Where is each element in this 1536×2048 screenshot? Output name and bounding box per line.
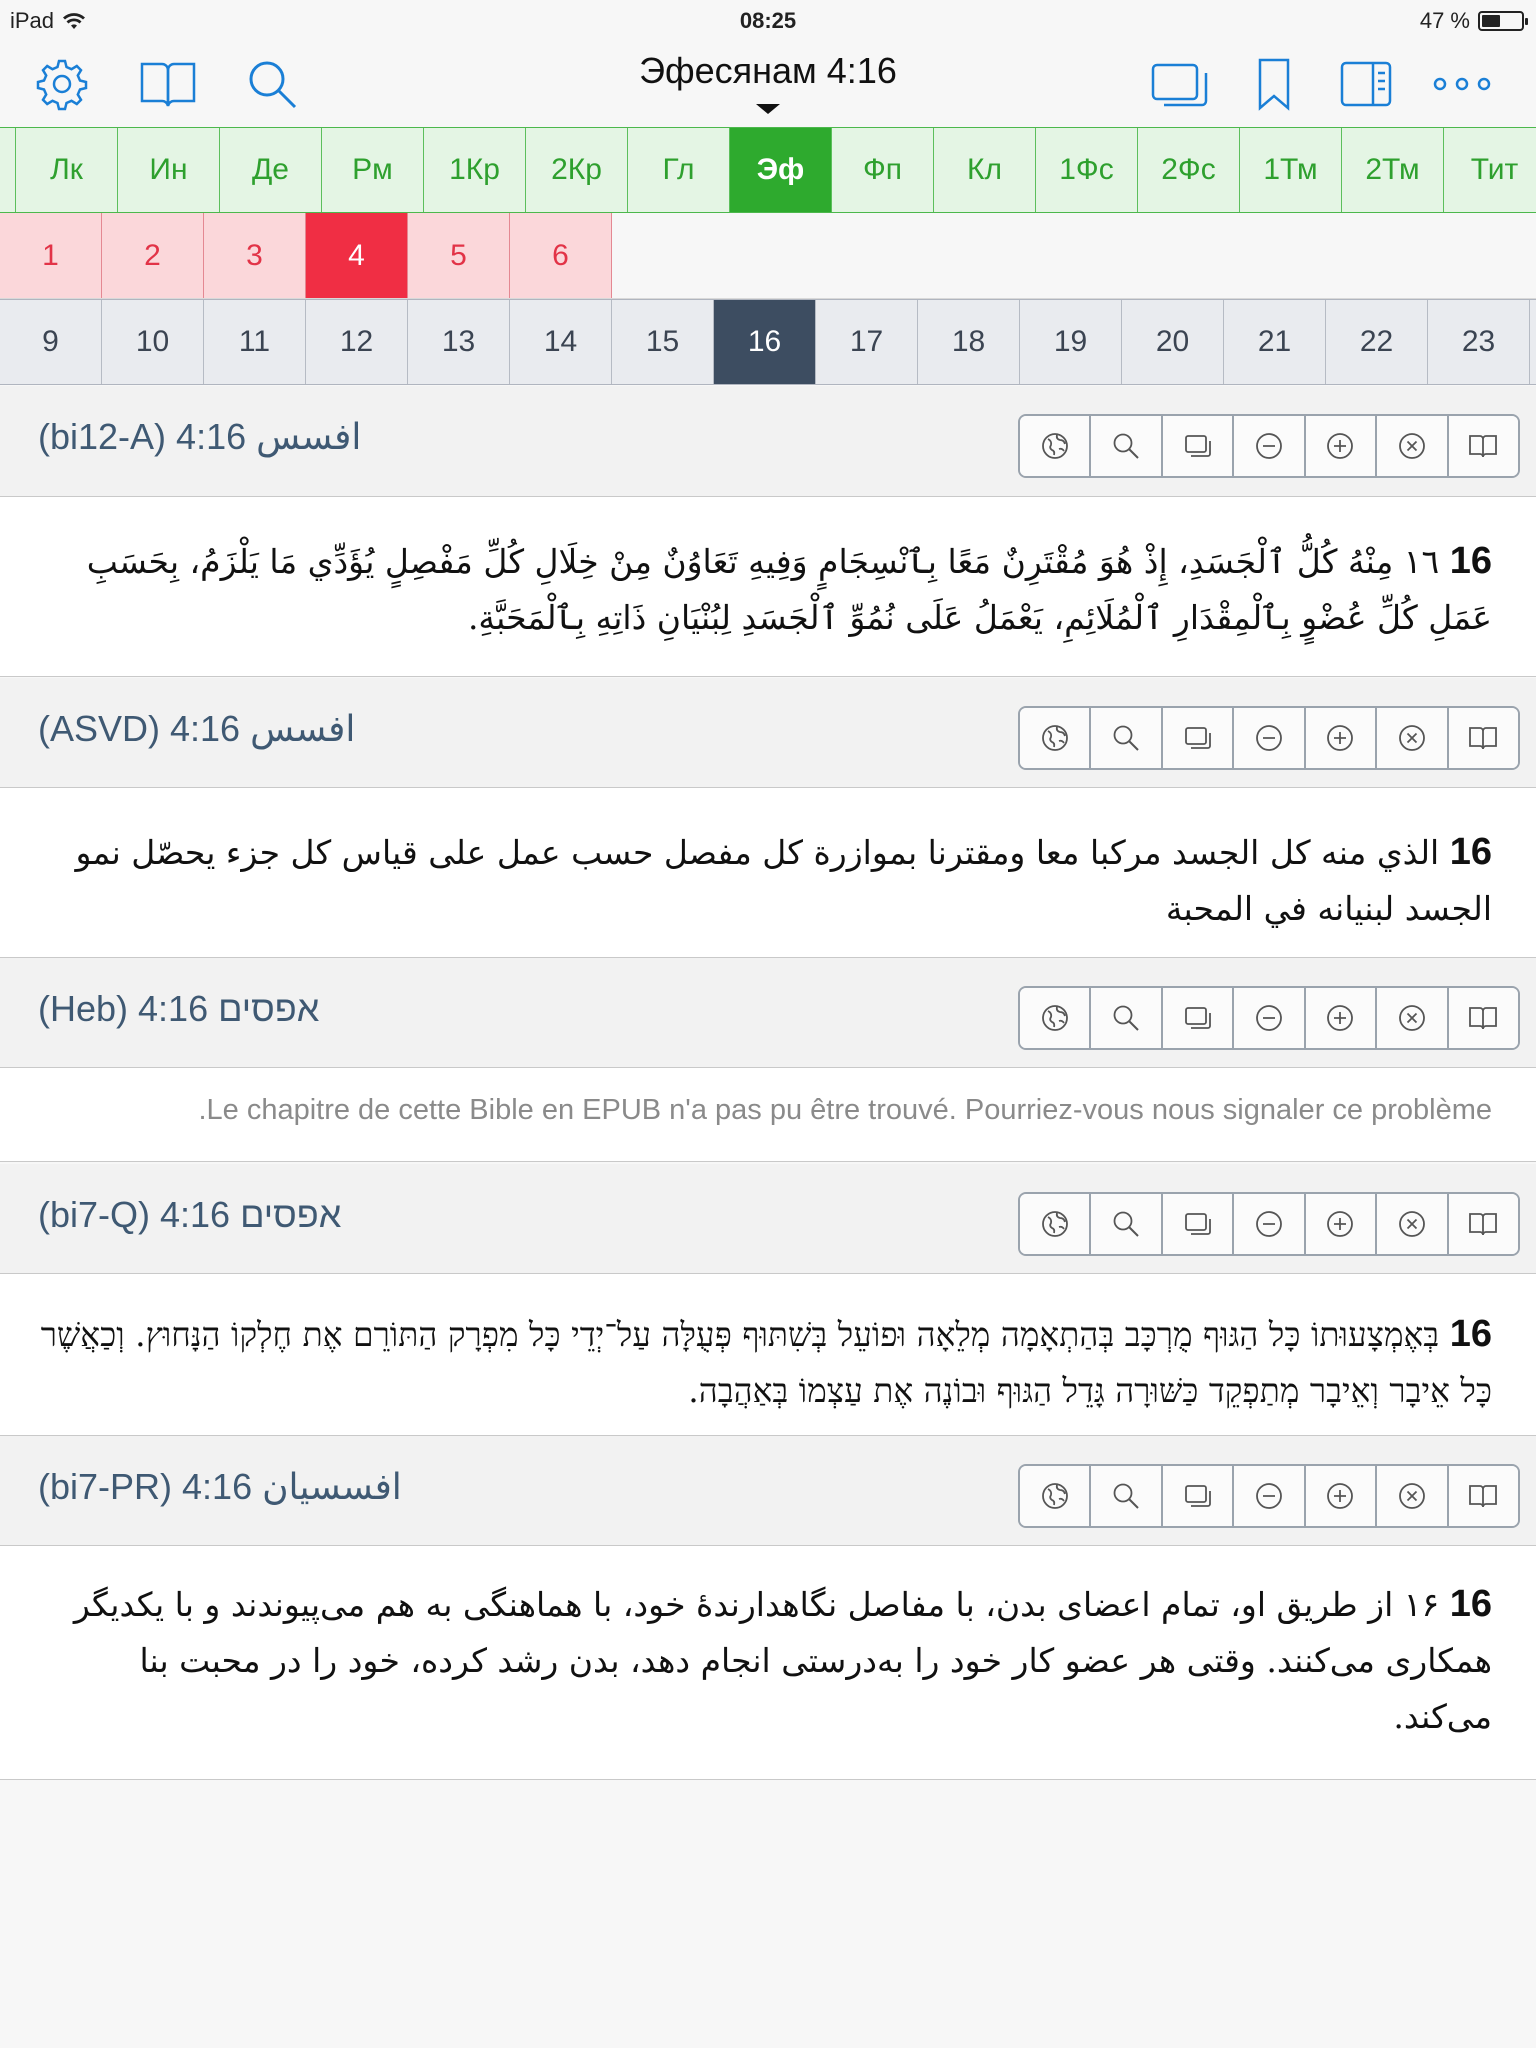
globe-button[interactable] [1020, 708, 1091, 768]
zoom-in-button[interactable] [1306, 708, 1377, 768]
title-caret-icon [756, 104, 780, 114]
status-time: 08:25 [739, 8, 797, 33]
verse-number: 16 [1449, 1583, 1492, 1625]
translation-header [0, 1164, 1536, 1274]
minus-icon [1254, 723, 1284, 753]
translation-title[interactable]: (ASVD) 4:16 افسس [38, 708, 356, 749]
translation-body [0, 497, 1536, 677]
battery-percent: 47 % [1419, 8, 1470, 33]
zoom-in-button[interactable] [1306, 1194, 1377, 1254]
translation-toolbar [1018, 986, 1520, 1050]
close-button[interactable] [1377, 708, 1448, 768]
translation-block [0, 386, 1536, 677]
verse-cell[interactable]: 11 [204, 300, 306, 384]
verse-cell[interactable]: 21 [1224, 300, 1326, 384]
open-book-button[interactable] [1449, 988, 1518, 1048]
zoom-in-button[interactable] [1306, 1466, 1377, 1526]
compare-button[interactable] [1163, 1194, 1234, 1254]
verse-number: 16 [1449, 831, 1492, 873]
translation-header [0, 386, 1536, 497]
open-book-icon [1468, 1209, 1498, 1239]
chapter-selector [0, 213, 1536, 299]
close-icon [1397, 723, 1427, 753]
plus-icon [1325, 1003, 1355, 1033]
windows-icon [1183, 723, 1213, 753]
bookmark-icon [1254, 56, 1294, 112]
verse-content: مِنْهُ كُلُّ ٱلْجَسَدِ، إِذْ هُوَ مُقْتَرِنٌ مَعًا بِٱنْسِجَامٍ وَفِيهِ تَعَاوُنٌ مِنْ خِلَالِ كُلِّ مَفْصِلٍ يُؤَدِّي مَا يَلْزَمُ، بِحَسَبِ عَمَلِ كُلِّ عُضْوٍ بِٱلْمِقْدَارِ ٱلْمُلَائِمِ، يَعْمَلُ عَلَى نُمُوِّ ٱلْجَسَدِ لِبُنْيَانِ ذَاتِهِ بِٱلْمَحَبَّةِ. [86, 542, 1492, 637]
book-cell[interactable]: 2Кр [526, 128, 628, 212]
translation-body [0, 788, 1536, 958]
globe-icon [1040, 1003, 1070, 1033]
nav-bar [0, 40, 1536, 128]
verse-number-native: ١٦ [1403, 542, 1440, 581]
search-icon [1111, 1003, 1141, 1033]
book-cell[interactable]: 2Тм [1342, 128, 1444, 212]
book-cell[interactable]: 1Кр [424, 128, 526, 212]
bookmark-button[interactable] [1242, 52, 1306, 116]
translation-body [0, 1274, 1536, 1436]
globe-icon [1040, 723, 1070, 753]
book-cell[interactable]: Лк [16, 128, 118, 212]
book-cell[interactable]: 1Тм [1240, 128, 1342, 212]
battery-icon [1478, 11, 1524, 31]
verse-cell[interactable]: 17 [816, 300, 918, 384]
chapter-cell[interactable]: 2 [102, 213, 204, 298]
globe-button[interactable] [1020, 416, 1091, 476]
chapter-cell[interactable]: 5 [408, 213, 510, 298]
minus-icon [1254, 1003, 1284, 1033]
verse-cell[interactable]: 13 [408, 300, 510, 384]
verse-cell[interactable]: 15 [612, 300, 714, 384]
open-book-button[interactable] [1449, 416, 1518, 476]
verse-cell[interactable]: 19 [1020, 300, 1122, 384]
plus-icon [1325, 1209, 1355, 1239]
zoom-out-button[interactable] [1234, 1194, 1305, 1254]
search-button[interactable] [1091, 708, 1162, 768]
sidebar-button[interactable] [1334, 52, 1398, 116]
close-icon [1397, 1481, 1427, 1511]
translation-toolbar [1018, 414, 1520, 478]
plus-icon [1325, 723, 1355, 753]
open-book-button[interactable] [1449, 1194, 1518, 1254]
translation-header [0, 1436, 1536, 1546]
minus-icon [1254, 431, 1284, 461]
translation-toolbar [1018, 706, 1520, 770]
book-selector [0, 127, 1536, 213]
verse-text [38, 1576, 1492, 1745]
verse-cell[interactable]: 12 [306, 300, 408, 384]
zoom-out-button[interactable] [1234, 416, 1305, 476]
search-button[interactable] [1091, 988, 1162, 1048]
book-cell[interactable]: Ин [118, 128, 220, 212]
chapter-cell[interactable]: 6 [510, 213, 612, 298]
windows-icon [1183, 1209, 1213, 1239]
minus-icon [1254, 1481, 1284, 1511]
verse-number: 16 [1449, 540, 1492, 582]
verse-cell[interactable]: 23 [1428, 300, 1530, 384]
open-book-button[interactable] [1449, 1466, 1518, 1526]
more-icon [1430, 74, 1494, 94]
open-book-button[interactable] [1449, 708, 1518, 768]
verse-cell[interactable]: 20 [1122, 300, 1224, 384]
translation-title[interactable]: (bi7-PR) 4:16 افسسیان [38, 1466, 402, 1507]
open-book-icon [1468, 431, 1498, 461]
compare-button[interactable] [1163, 1466, 1234, 1526]
book-cell[interactable]: Де [220, 128, 322, 212]
book-cell-stub [0, 128, 16, 212]
translation-header [0, 678, 1536, 788]
plus-icon [1325, 431, 1355, 461]
zoom-out-button[interactable] [1234, 708, 1305, 768]
battery-fill [1482, 15, 1500, 27]
verse-number: 16 [1449, 1313, 1492, 1355]
compare-button[interactable] [1163, 988, 1234, 1048]
globe-button[interactable] [1020, 988, 1091, 1048]
zoom-out-button[interactable] [1234, 988, 1305, 1048]
compare-button[interactable] [1163, 416, 1234, 476]
parallel-view-button[interactable] [1148, 52, 1212, 116]
windows-icon [1183, 431, 1213, 461]
compare-button[interactable] [1163, 708, 1234, 768]
translation-header [0, 958, 1536, 1068]
verse-content: בְּאֶמְצָעוּתוֹ כָּל הַגּוּף מֻרְכָּב בְּהַתְאָמָה מְלֵאָה וּפוֹעֵל בְּשִׁתּוּף פְּעֻלָּה עַל־יְדֵי כָּל מִפְרָק הַתּוֹרֵם אֶת חֶלְקוֹ הַנָּחוּץ. וְכַאֲשֶׁר כָּל אֵיבָר וְאֵיבָר מְתַפְקֵד כַּשּׁוּרָה גָּדֵל הַגּוּף וּבוֹנֶה אֶת עַצְמוֹ בְּאַהֲבָה. [40, 1315, 1492, 1410]
book-cell[interactable]: Эф [730, 128, 832, 212]
search-icon [1111, 431, 1141, 461]
verse-selector [0, 299, 1536, 385]
more-button[interactable] [1430, 52, 1494, 116]
verse-cell[interactable]: 10 [102, 300, 204, 384]
chapter-cell[interactable]: 4 [306, 213, 408, 298]
search-button[interactable] [1091, 1466, 1162, 1526]
verse-cell[interactable]: 16 [714, 300, 816, 384]
verse-cell[interactable]: 9 [0, 300, 102, 384]
translation-block [0, 1436, 1536, 1780]
status-bar [0, 0, 1536, 40]
globe-button[interactable] [1020, 1466, 1091, 1526]
translation-block [0, 958, 1536, 1162]
plus-icon [1325, 1481, 1355, 1511]
verse-text [38, 1306, 1492, 1419]
open-book-icon [1468, 1003, 1498, 1033]
translation-toolbar [1018, 1464, 1520, 1528]
windows-icon [1183, 1481, 1213, 1511]
globe-icon [1040, 431, 1070, 461]
translation-block [0, 678, 1536, 958]
close-icon [1397, 1209, 1427, 1239]
book-cell[interactable]: 2Фс [1138, 128, 1240, 212]
verse-content: الذي منه كل الجسد مركبا معا ومقترنا بموازرة كل مفصل حسب عمل على قياس كل جزء يحصّل نمو الجسد لبنيانه في المحبة [75, 833, 1492, 928]
minus-icon [1254, 1209, 1284, 1239]
book-cell[interactable]: Тит [1444, 128, 1536, 212]
verse-cell[interactable]: 14 [510, 300, 612, 384]
search-button[interactable] [1091, 416, 1162, 476]
search-icon [1111, 1209, 1141, 1239]
book-cell[interactable]: Рм [322, 128, 424, 212]
book-cell[interactable]: Кл [934, 128, 1036, 212]
device-name: iPad [10, 8, 55, 33]
search-icon [1111, 1481, 1141, 1511]
close-icon [1397, 431, 1427, 461]
translation-block [0, 1164, 1536, 1436]
verse-cell[interactable]: 22 [1326, 300, 1428, 384]
close-button[interactable] [1377, 1466, 1448, 1526]
translation-title[interactable]: (Heb) 4:16 אפסים [38, 988, 320, 1029]
chapter-cell[interactable]: 3 [204, 213, 306, 298]
close-button[interactable] [1377, 416, 1448, 476]
search-icon [1111, 723, 1141, 753]
globe-icon [1040, 1481, 1070, 1511]
windows-icon [1183, 1003, 1213, 1033]
globe-icon [1040, 1209, 1070, 1239]
translation-toolbar [1018, 1192, 1520, 1256]
chapter-cell[interactable]: 1 [0, 213, 102, 298]
status-right [1420, 8, 1524, 34]
globe-button[interactable] [1020, 1194, 1091, 1254]
close-button[interactable] [1377, 988, 1448, 1048]
verse-text [38, 824, 1492, 937]
translation-body [0, 1068, 1536, 1162]
sidebar-icon [1339, 59, 1393, 109]
open-book-icon [1468, 723, 1498, 753]
zoom-in-button[interactable] [1306, 416, 1377, 476]
verse-number-native: ۱۶ [1403, 1585, 1440, 1624]
error-message: Le chapitre de cette Bible en EPUB n'a pas pu être trouvé. Pourriez-vous nous signaler ce problème. [198, 1094, 1492, 1126]
windows-icon [1150, 59, 1210, 109]
page-title[interactable]: Эфесянам 4:16 [639, 50, 897, 91]
close-button[interactable] [1377, 1194, 1448, 1254]
verse-text [38, 533, 1492, 646]
verse-cell[interactable]: 18 [918, 300, 1020, 384]
book-cell[interactable]: 1Фс [1036, 128, 1138, 212]
translation-body [0, 1546, 1536, 1780]
search-button[interactable] [1091, 1194, 1162, 1254]
book-cell[interactable]: Фп [832, 128, 934, 212]
close-icon [1397, 1003, 1427, 1033]
book-cell[interactable]: Гл [628, 128, 730, 212]
translation-title[interactable]: (bi7-Q) 4:16 אפסים [38, 1194, 342, 1235]
zoom-in-button[interactable] [1306, 988, 1377, 1048]
verse-content: از طریق او، تمام اعضای بدن، با مفاصل نگاهدارندهٔ خود، با هماهنگی به هم می‌پیوندند و با یکدیگر همکاری می‌کنند. وقتی هر عضو کار خود را به‌درستی انجام دهد، بدن رشد کرده، خود را در محبت بنا می‌کند. [73, 1585, 1492, 1736]
translation-title[interactable]: (bi12-A) 4:16 افسس [38, 416, 362, 457]
open-book-icon [1468, 1481, 1498, 1511]
zoom-out-button[interactable] [1234, 1466, 1305, 1526]
